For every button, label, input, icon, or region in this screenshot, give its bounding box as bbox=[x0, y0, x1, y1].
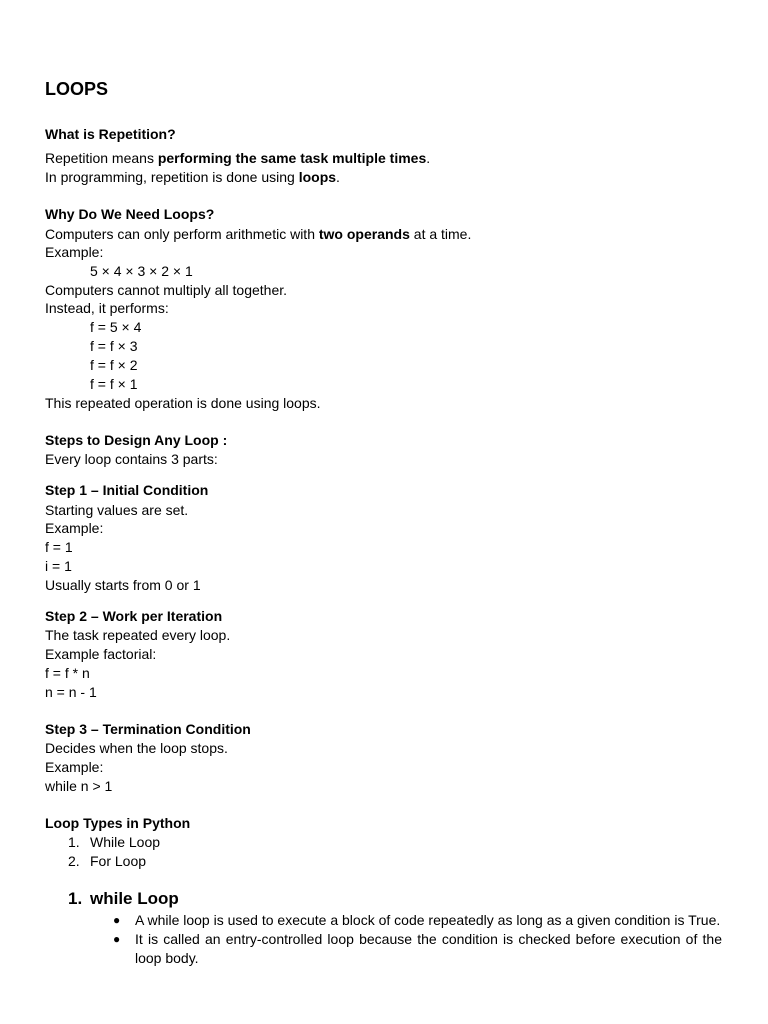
design-intro: Every loop contains 3 parts: bbox=[45, 451, 218, 467]
why-step: f = f × 3 bbox=[90, 338, 138, 354]
while-bullet: A while loop is used to execute a block of code repeatedly as long as a given condition is True. bbox=[135, 912, 721, 928]
while-bullet: It is called an entry-controlled loop because the condition is checked before execution of the loop body. bbox=[135, 931, 722, 966]
list-item: 2. For Loop bbox=[68, 853, 147, 869]
why-cannot-line: Computers cannot multiply all together. bbox=[45, 282, 288, 298]
why-example-label: Example: bbox=[45, 244, 104, 260]
step2-heading: Step 2 – Work per Iteration bbox=[45, 608, 223, 624]
step3-line: Decides when the loop stops. bbox=[45, 740, 228, 756]
step1-line: i = 1 bbox=[45, 558, 72, 574]
types-heading: Loop Types in Python bbox=[45, 815, 191, 831]
step3-heading: Step 3 – Termination Condition bbox=[45, 721, 251, 737]
step1-line: Starting values are set. bbox=[45, 502, 189, 518]
why-instead-line: Instead, it performs: bbox=[45, 300, 169, 316]
while-heading: 1. while Loop bbox=[68, 889, 179, 908]
why-step: f = 5 × 4 bbox=[90, 319, 142, 335]
why-line-1: Computers can only perform arithmetic with two operands at a time. bbox=[45, 226, 472, 242]
repetition-heading: What is Repetition? bbox=[45, 126, 176, 142]
repetition-line-2: In programming, repetition is done using loops. bbox=[45, 169, 340, 185]
bullet-dot: ● bbox=[113, 913, 121, 927]
why-expression: 5 × 4 × 3 × 2 × 1 bbox=[90, 263, 193, 279]
bullet-dot: ● bbox=[113, 932, 121, 946]
step2-line: The task repeated every loop. bbox=[45, 627, 231, 643]
step3-line: Example: bbox=[45, 759, 104, 775]
step1-line: Usually starts from 0 or 1 bbox=[45, 577, 201, 593]
step2-line: f = f * n bbox=[45, 665, 90, 681]
step1-heading: Step 1 – Initial Condition bbox=[45, 482, 209, 498]
list-item: 1. While Loop bbox=[68, 834, 161, 850]
step2-line: n = n - 1 bbox=[45, 684, 97, 700]
step2-line: Example factorial: bbox=[45, 646, 157, 662]
page-title: LOOPS bbox=[45, 79, 109, 99]
design-heading: Steps to Design Any Loop : bbox=[45, 432, 228, 448]
why-conclusion: This repeated operation is done using loops. bbox=[45, 395, 321, 411]
repetition-line-1: Repetition means performing the same task multiple times. bbox=[45, 150, 431, 166]
step3-line: while n > 1 bbox=[45, 778, 113, 794]
why-heading: Why Do We Need Loops? bbox=[45, 206, 215, 222]
why-step: f = f × 2 bbox=[90, 357, 138, 373]
step1-line: Example: bbox=[45, 520, 104, 536]
step1-line: f = 1 bbox=[45, 539, 73, 555]
why-step: f = f × 1 bbox=[90, 376, 138, 392]
